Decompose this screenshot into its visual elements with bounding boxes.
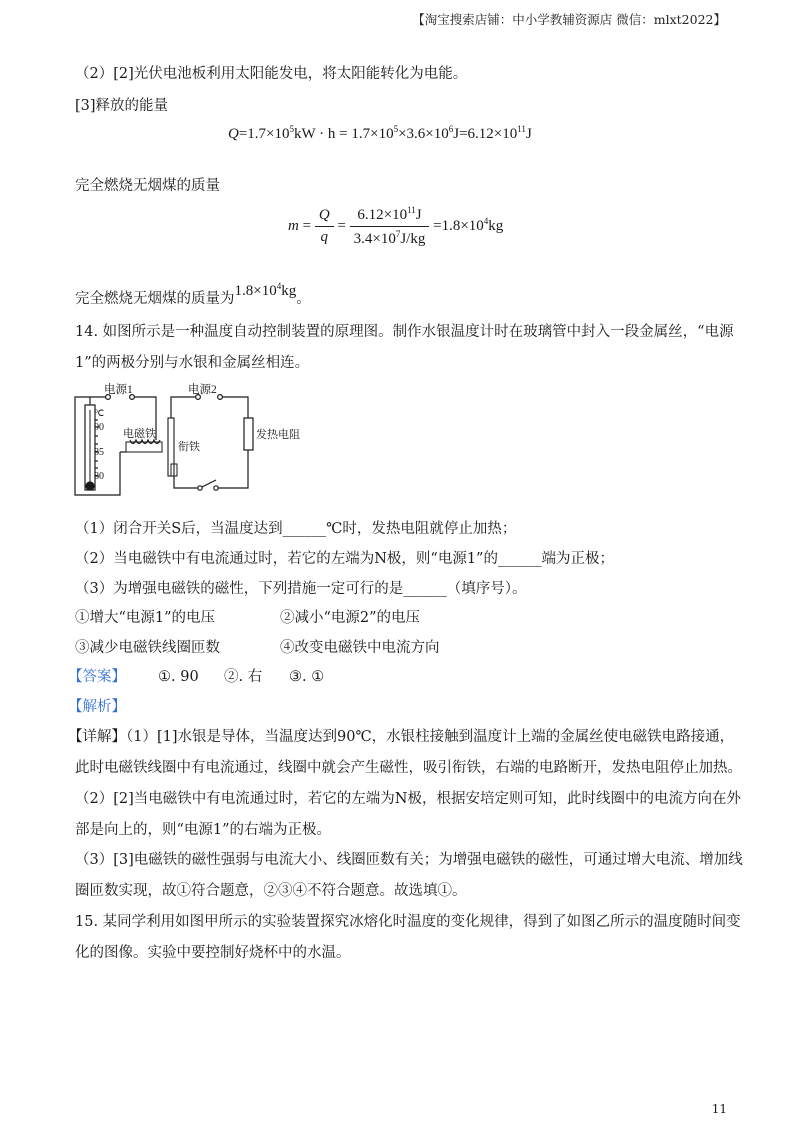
label-unit: ℃: [94, 408, 105, 418]
formula-part: kg: [488, 217, 504, 234]
formula-part: kg: [281, 283, 297, 299]
answer-3: ③. ①: [289, 669, 325, 685]
sub-question-3: （3）为增强电磁铁的磁性，下列措施一定可行的是______（填序号）。: [75, 581, 527, 597]
label-90: 90: [94, 422, 104, 433]
formula-part: kW · h = 1.7×10: [294, 126, 394, 142]
formula-exp: 4: [483, 215, 489, 226]
label-source-2: 电源2: [188, 384, 217, 396]
formula-exp: 4: [276, 281, 282, 291]
formula-part: J: [525, 126, 532, 142]
formula-exp: 6: [448, 124, 454, 134]
label-source-1: 电源1: [104, 384, 133, 396]
formula-part: 6.12×10: [357, 207, 408, 223]
fraction-values: [350, 205, 430, 248]
formula-part: J/kg: [400, 231, 426, 247]
question-14: 1”的两极分别与水银和金属丝相连。: [75, 355, 310, 371]
formula-exp: 11: [517, 124, 526, 134]
inline-formula: [235, 283, 297, 299]
question-15: 15. 某同学利用如图甲所示的实验装置探究冰熔化时温度的变化规律，得到了如图乙所示的温度随时间变: [75, 914, 741, 930]
energy-formula: [228, 124, 532, 143]
option-1: ①增大“电源1”的电压: [75, 610, 216, 626]
formula-part: =: [302, 217, 312, 234]
sub-question-2: （2）当电磁铁中有电流通过时，若它的左端为N极，则“电源1”的______端为正极；: [75, 551, 614, 567]
frac-denominator: [350, 227, 430, 248]
label-85: 85: [94, 447, 104, 458]
option-3: ③减少电磁铁线圈匝数: [75, 640, 220, 656]
formula-part: =1.8×10: [433, 217, 484, 234]
detail-line: 【详解】（1）[1]水银是导体，当温度达到90℃，水银柱接触到温度计上端的金属丝使电磁铁电路接通，: [68, 729, 735, 745]
formula-exp: 5: [393, 124, 399, 134]
text-line: [75, 281, 311, 309]
text-part: 。: [296, 291, 311, 307]
text-line: （2）[2]光伏电池板利用太阳能发电，将太阳能转化为电能。: [75, 66, 468, 82]
formula-part: 1.8×10: [234, 283, 277, 299]
label-heater: 发热电阻: [256, 429, 300, 441]
formula-part: =: [337, 217, 346, 234]
formula-part: J=6.12×10: [453, 126, 518, 142]
text-part: 完全燃烧无烟煤的质量为: [75, 291, 235, 307]
formula-part: 3.4×10: [353, 231, 396, 247]
question-15: 化的图像。实验中要控制好烧杯中的水温。: [75, 945, 351, 961]
option-4: ④改变电磁铁中电流方向: [280, 640, 440, 656]
page-header: 【淘宝搜索店铺：中小学教辅资源店 微信：mlxt2022】: [412, 12, 726, 27]
formula-part: ×3.6×10: [398, 126, 449, 142]
formula-var: m: [288, 217, 299, 234]
formula-var: Q: [228, 126, 239, 142]
option-2: ②减小“电源2”的电压: [280, 610, 421, 626]
detail-line: （3）[3]电磁铁的磁性强弱与电流大小、线圈匝数有关；为增强电磁铁的磁性，可通过增大电流、增加线: [75, 852, 743, 868]
circuit-diagram: [70, 380, 300, 502]
label-electromagnet: 电磁铁: [123, 428, 156, 440]
formula-exp: 11: [407, 205, 416, 215]
detail-line: 此时电磁铁线圈中有电流通过，线圈中就会产生磁性，吸引衔铁，右端的电路断开，发热电阻停止加热。: [75, 760, 742, 776]
formula-exp: 5: [289, 124, 295, 134]
text-line: [3]释放的能量: [75, 98, 169, 114]
detail-line: 圈匝数实现，故①符合题意，②③④不符合题意。故选填①。: [75, 883, 467, 899]
fraction-q-over-q: [315, 207, 334, 246]
formula-part: =1.7×10: [238, 126, 290, 142]
label-80: 80: [94, 471, 104, 482]
detail-line: （2）[2]当电磁铁中有电流通过时，若它的左端为N极，根据安培定则可知，此时线圈中的电流方向在外: [75, 791, 741, 807]
formula-exp: 7: [395, 229, 401, 239]
answer-2: ②. 右: [224, 669, 263, 685]
text-line: 完全燃烧无烟煤的质量: [75, 178, 220, 194]
frac-numerator: [350, 205, 430, 227]
frac-numerator: Q: [315, 207, 334, 227]
sub-question-1: （1）闭合开关S后，当温度达到______℃时，发热电阻就停止加热；: [75, 521, 517, 537]
question-14: 14. 如图所示是一种温度自动控制装置的原理图。制作水银温度计时在玻璃管中封入一段金属丝，“电源: [75, 324, 734, 340]
detail-line: 部是向上的，则“电源1”的右端为正极。: [75, 822, 332, 838]
page-number: 11: [711, 1102, 727, 1116]
answer-1: ①. 90: [158, 669, 199, 685]
frac-denominator: q: [320, 229, 328, 245]
mass-formula: [288, 205, 503, 248]
formula-part: J: [415, 207, 422, 223]
answer-tag: 【答案】: [68, 669, 126, 685]
label-armature: 衔铁: [178, 441, 200, 453]
analysis-tag: 【解析】: [68, 699, 126, 715]
